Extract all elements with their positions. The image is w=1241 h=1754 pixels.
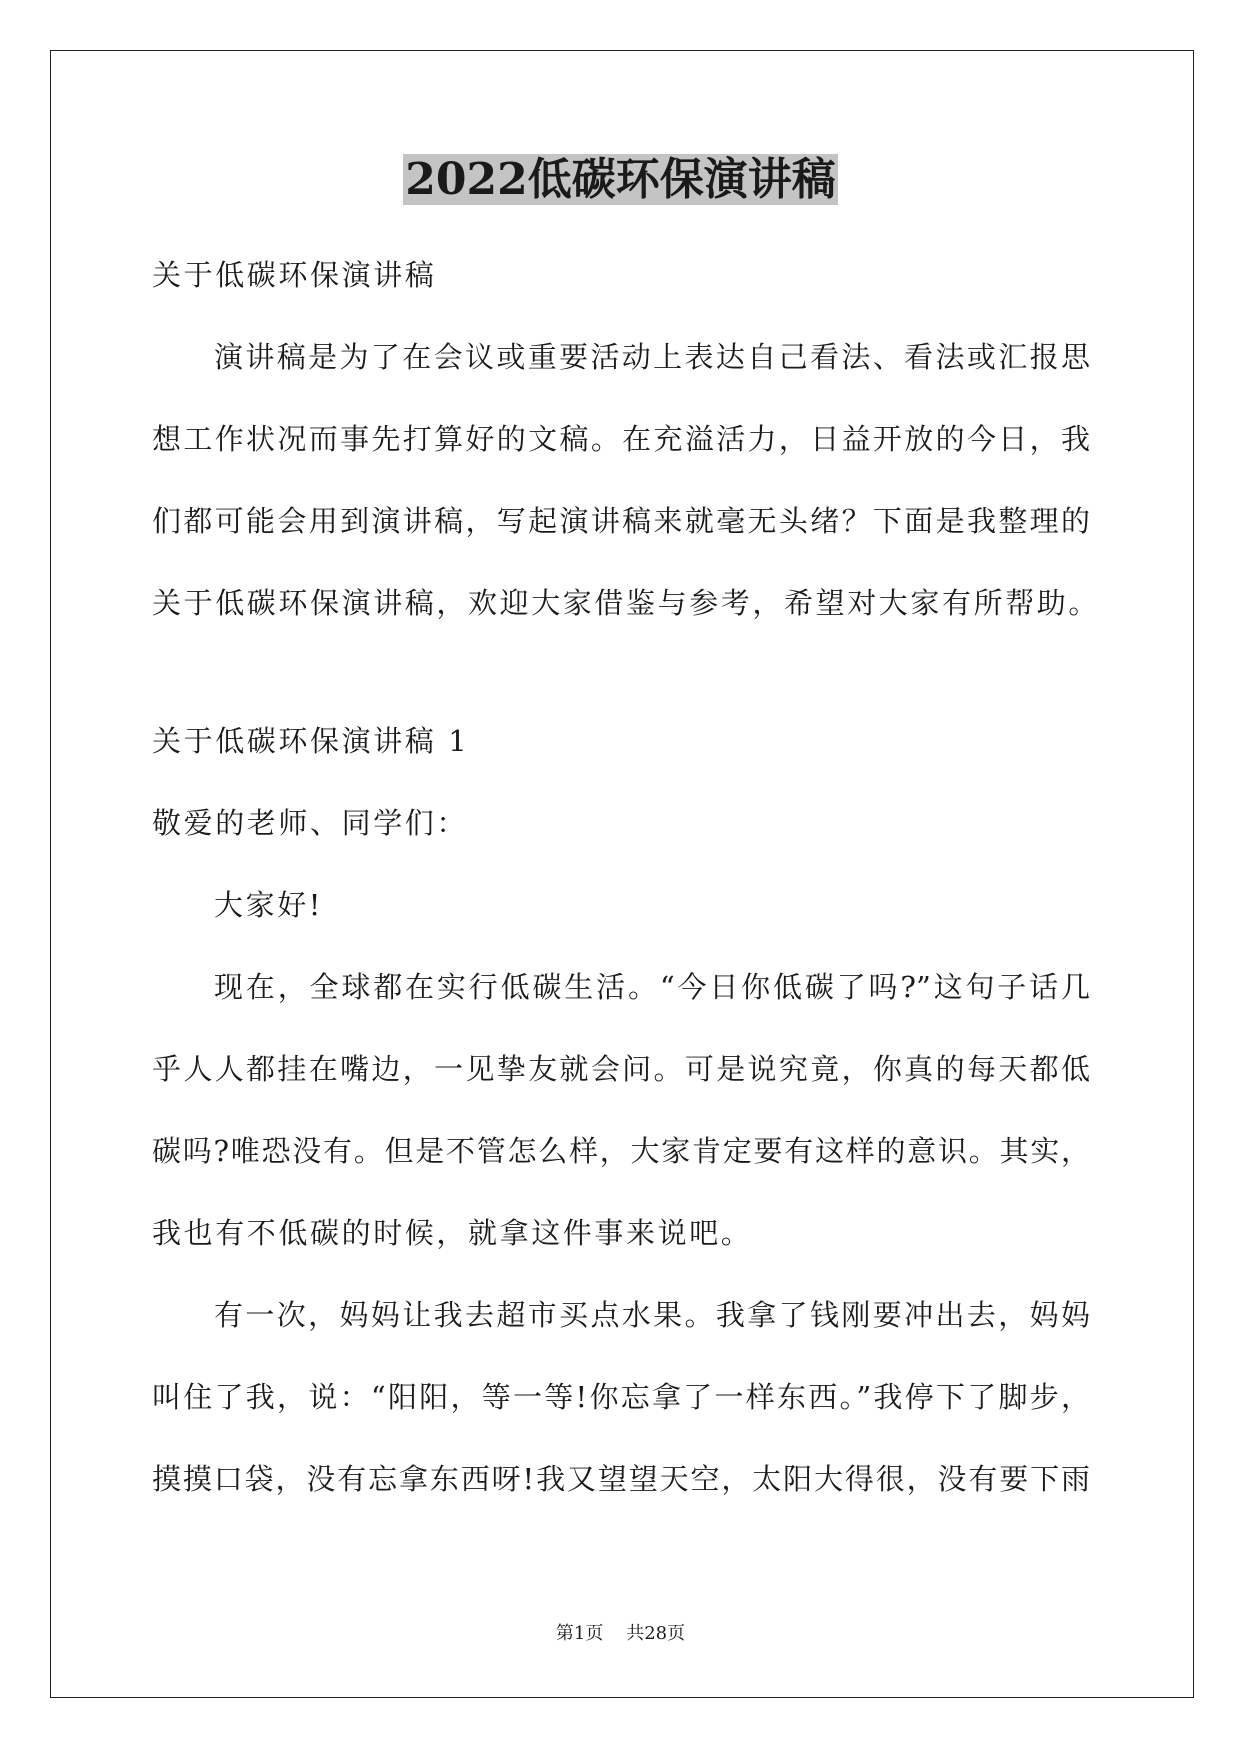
section-spacer [152,644,1090,700]
footer-page-current: 1 [573,1623,586,1644]
footer-page-prefix: 第 [555,1623,574,1644]
paragraph-line: 摸摸口袋，没有忘拿东西呀!我又望望天空，太阳大得很，没有要下雨 [152,1462,1090,1496]
intro-line: 关于低碳环保演讲稿，欢迎大家借鉴与参考，希望对大家有所帮助。 [152,586,1101,620]
paragraph-line: 叫住了我，说：“阳阳，等一等!你忘拿了一样东西。”我停下了脚步， [152,1380,1090,1414]
intro-line: 想工作状况而事先打算好的文稿。在充溢活力，日益开放的今日，我 [152,422,1090,456]
intro-heading: 关于低碳环保演讲稿 [152,258,437,292]
paragraph-line: 我也有不低碳的时候，就拿这件事来说吧。 [152,1216,753,1250]
salutation: 敬爱的老师、同学们： [152,806,469,840]
intro-line: 演讲稿是为了在会议或重要活动上表达自己看法、看法或汇报思 [214,340,1090,374]
footer-total-suffix: 页 [667,1623,686,1644]
document-title: 2022低碳环保演讲稿 [405,154,836,205]
paragraph-line: 有一次，妈妈让我去超市买点水果。我拿了钱刚要冲出去，妈妈 [214,1298,1090,1332]
footer-page-total: 28 [644,1623,668,1644]
footer-total-prefix: 共 [626,1623,645,1644]
paragraph-line: 碳吗?唯恐没有。但是不管怎么样，大家肯定要有这样的意识。其实， [152,1134,1090,1168]
document-body [152,234,1101,1520]
paragraph-line: 乎人人都挂在嘴边，一见挚友就会问。可是说究竟，你真的每天都低 [152,1052,1090,1086]
section-heading: 关于低碳环保演讲稿 1 [152,724,470,758]
paragraph-line: 现在，全球都在实行低碳生活。“今日你低碳了吗?”这句子话几 [214,970,1090,1004]
footer-page-suffix: 页 [585,1623,604,1644]
greeting: 大家好! [214,888,324,922]
page-footer [0,1622,1241,1646]
intro-line: 们都可能会用到演讲稿，写起演讲稿来就毫无头绪？下面是我整理的 [152,504,1090,538]
